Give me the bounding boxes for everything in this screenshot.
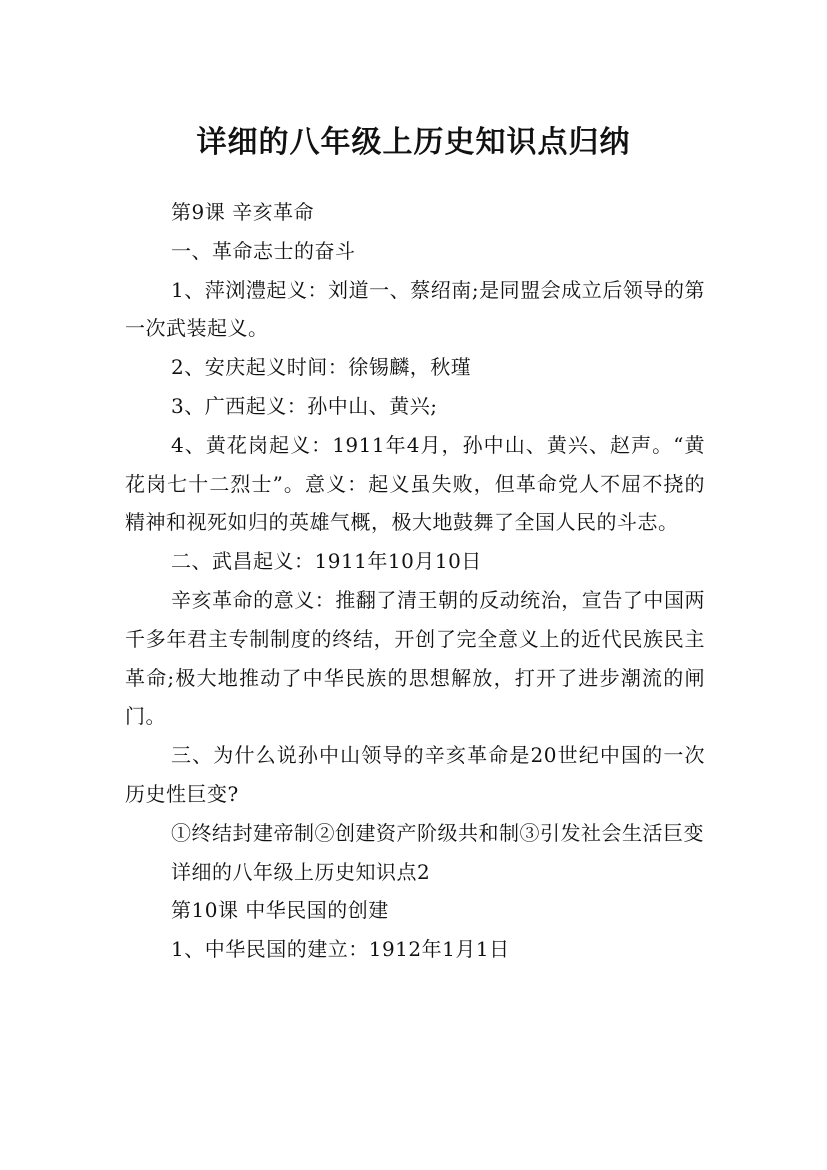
section-heading: 二、武昌起义：1911年10月10日	[171, 549, 482, 574]
paragraph: 1、中华民国的建立：1912年1月1日	[171, 937, 510, 962]
paragraph: 详细的八年级上历史知识点2	[171, 859, 431, 884]
paragraph: 辛亥革命的意义：推翻了清王朝的反动统治，宣告了中国两千多年君主专制制度的终结，开创了完全意义上的近代民族民主革命;极大地推动了中华民族的思想解放，打开了进步潮流的闸门。	[125, 587, 705, 729]
section-heading: 三、为什么说孙中山领导的辛亥革命是20世纪中国的一次历史性巨变?	[125, 743, 705, 806]
paragraph: 1、萍浏澧起义：刘道一、蔡绍南;是同盟会成立后领导的第一次武装起义。	[125, 277, 705, 341]
document-title: 详细的八年级上历史知识点归纳	[196, 125, 631, 161]
paragraph: ①终结封建帝制②创建资产阶级共和制③引发社会生活巨变	[171, 820, 704, 845]
lesson-heading: 第10课 中华民国的创建	[171, 898, 389, 923]
paragraph: 3、广西起义：孙中山、黄兴;	[171, 393, 438, 418]
lesson-heading: 第9课 辛亥革命	[171, 200, 315, 224]
section-heading: 一、革命志士的奋斗	[171, 238, 356, 263]
document-body	[125, 193, 705, 969]
paragraph: 4、黄花岗起义：1911年4月，孙中山、黄兴、赵声。“黄花岗七十二烈士”。意义：起义虽失败，但革命党人不屈不挠的精神和视死如归的英雄气概，极大地鼓舞了全国人民的斗志。	[125, 432, 705, 535]
paragraph: 2、安庆起义时间：徐锡麟，秋瑾	[171, 355, 472, 380]
